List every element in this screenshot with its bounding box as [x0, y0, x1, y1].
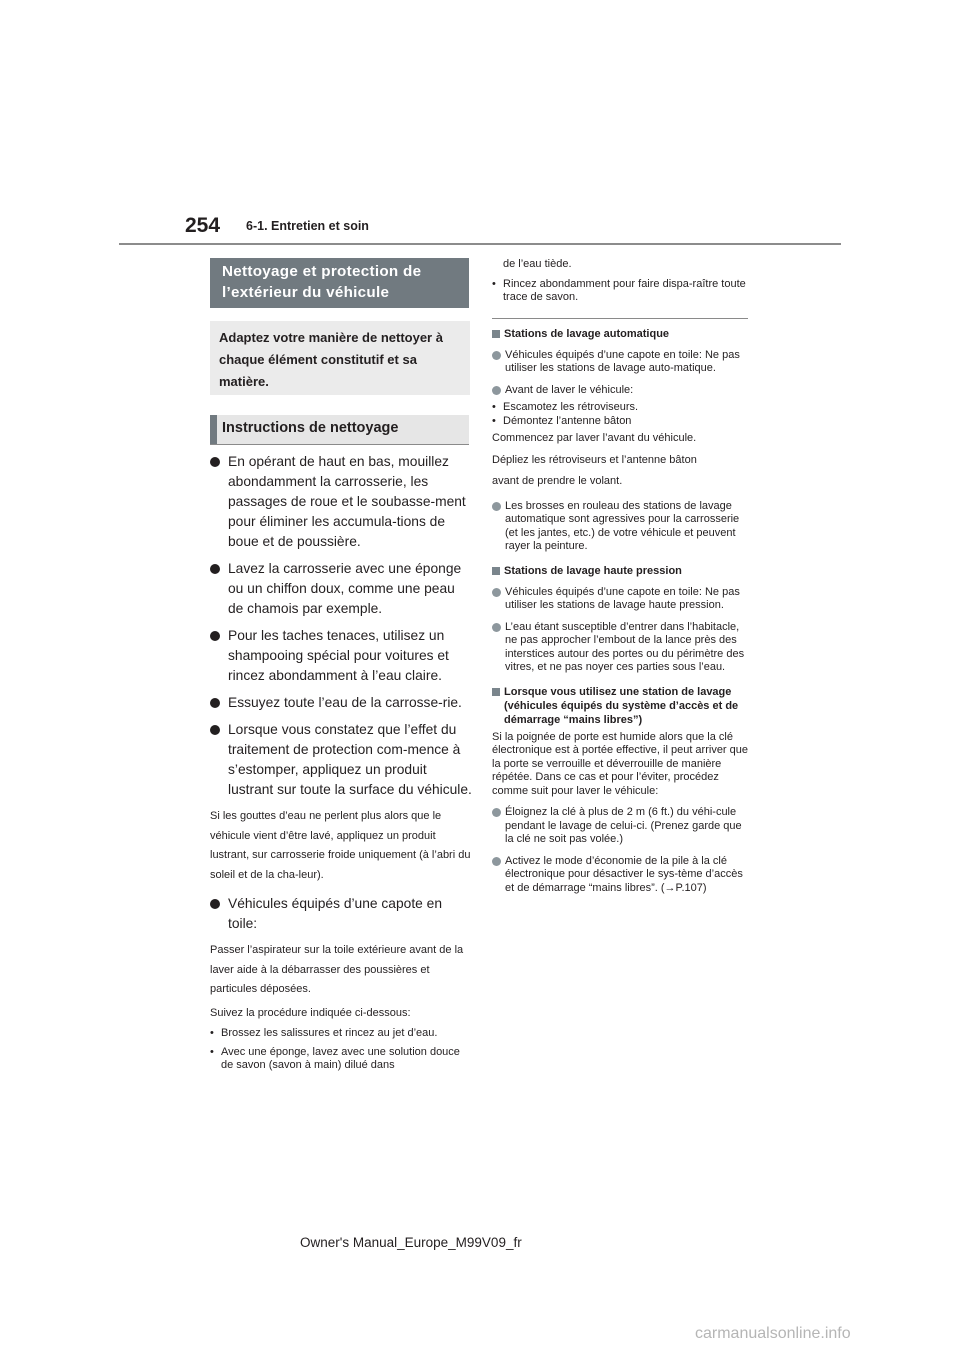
- left-column: [210, 452, 472, 1078]
- continued-text: de l’eau tiède.: [503, 258, 572, 270]
- bullet-icon: [210, 457, 220, 467]
- grey-bullet-icon: [492, 808, 501, 817]
- list-item: Activez le mode d’économie de la pile à la clé électronique pour désactiver le sys-tème d’accès et de démarrage “mains libres”. (→P.107): [492, 855, 750, 896]
- bullet-icon: [210, 631, 220, 641]
- list-item: Lavez la carrosserie avec une éponge ou un chiffon doux, comme une peau de chamois par exemple.: [210, 559, 472, 619]
- dash-line: • Escamotez les rétroviseurs.: [492, 401, 639, 413]
- square-bullet-icon: [492, 688, 500, 696]
- watermark: carmanualsonline.info: [695, 1325, 851, 1342]
- note-polish: Si les gouttes d’eau ne perlent plus alors que le véhicule vient d’être lavé, appliquez un produit lustrant, sur carrosserie froide uniquement (à l’abri du soleil et de la cha-leur).: [210, 810, 471, 881]
- page-number: 254: [185, 214, 221, 237]
- grey-bullet-icon: [492, 502, 501, 511]
- section-band-title: Nettoyage et protection de l’extérieur du véhicule: [210, 258, 469, 308]
- list-item: Véhicules équipés d’une capote en toile: Ne pas utiliser les stations de lavage haute pression.: [492, 586, 750, 613]
- grey-bullet-icon: [492, 857, 501, 866]
- subheading-high-pressure: Stations de lavage haute pression: [492, 564, 750, 578]
- square-bullet-icon: [492, 330, 500, 338]
- list-item: En opérant de haut en bas, mouillez abondamment la carrosserie, les passages de roue et le soubasse-ment pour éliminer les accumula-tions de boue et de poussière.: [210, 452, 472, 552]
- list-item: Véhicules équipés d’une capote en toile:: [210, 894, 472, 934]
- intro-box: Adaptez votre manière de nettoyer à chaque élément constitutif et sa matière.: [210, 321, 470, 395]
- list-item: • Brossez les salissures et rincez au jet d’eau.: [210, 1027, 438, 1039]
- dash-bullet-icon: •: [210, 1046, 214, 1058]
- grey-bullet-icon: [492, 588, 501, 597]
- dash-bullet-icon: •: [492, 401, 496, 413]
- list-item: Pour les taches tenaces, utilisez un shampooing spécial pour voitures et rincez abondamment à l’eau claire.: [210, 626, 472, 686]
- bullet-icon: [210, 725, 220, 735]
- list-item: L’eau étant susceptible d’entrer dans l’habitacle, ne pas approcher l’embout de la lance près des interstices autour des portes ou du périmètre des vitres, et ne pas noyer ces parties sous l’eau.: [492, 621, 750, 675]
- square-bullet-icon: [492, 567, 500, 575]
- bullet-icon: [210, 564, 220, 574]
- subheading-auto-wash: Stations de lavage automatique: [492, 327, 750, 341]
- auto-text-line: Dépliez les rétroviseurs et l’antenne bâton: [492, 453, 697, 466]
- dash-bullet-icon: •: [492, 414, 496, 427]
- bullet-icon: [210, 698, 220, 708]
- list-item: Éloignez la clé à plus de 2 m (6 ft.) du véhi-cule pendant le lavage de celui-ci. (Prenez garde que la clé ne soit pas volée.): [492, 806, 750, 847]
- list-item: Lorsque vous constatez que l’effet du traitement de protection com-mence à s’estomper, appliquez un produit lustrant sur toute la surface du véhicule.: [210, 720, 472, 800]
- section-title: 6-1. Entretien et soin: [246, 219, 369, 233]
- smart-key-text: Si la poignée de porte est humide alors que la clé électronique est à portée effective, il peut arriver que la porte se verrouille et déverrouille de manière répétée. Dans ce cas et pour l’éviter, procédez comme suit pour laver le véhicule:: [492, 730, 749, 797]
- list-item: Avant de laver le véhicule:: [492, 384, 750, 398]
- note-procedure: Suivez la procédure indiquée ci-dessous:: [210, 1006, 411, 1019]
- subheading-smart-key: Lorsque vous utilisez une station de lavage (véhicules équipés du système d’accès et de démarrage “mains libres”): [492, 685, 750, 727]
- footer-manual-id: Owner's Manual_Europe_M99V09_fr: [300, 1235, 522, 1250]
- instructions-title: Instructions de nettoyage: [222, 420, 399, 436]
- list-item: • Avec une éponge, lavez avec une solution douce de savon (savon à main) dilué dans: [210, 1046, 460, 1071]
- instructions-band: [210, 415, 469, 445]
- grey-bullet-icon: [492, 351, 501, 360]
- grey-bullet-icon: [492, 386, 501, 395]
- grey-bullet-icon: [492, 623, 501, 632]
- note-vacuum: Passer l’aspirateur sur la toile extérieure avant de la laver aide à la débarrasser des poussières et particules déposées.: [210, 944, 464, 995]
- header-rule: [119, 243, 841, 245]
- auto-text-line: Commencez par laver l’avant du véhicule.: [492, 432, 697, 444]
- right-column: [492, 258, 750, 903]
- dash-line: • Démontez l’antenne bâton: [492, 414, 632, 427]
- separator-rule: [492, 318, 748, 319]
- auto-text-line: avant de prendre le volant.: [492, 475, 623, 487]
- dash-bullet-icon: •: [492, 277, 496, 290]
- list-item: Les brosses en rouleau des stations de lavage automatique sont agressives pour la carrosserie (et les jantes, etc.) de votre véhicule et peuvent rayer la peinture.: [492, 500, 750, 554]
- dash-bullet-icon: •: [210, 1027, 214, 1039]
- list-item: Essuyez toute l’eau de la carrosse-rie.: [210, 693, 472, 713]
- list-item: Véhicules équipés d’une capote en toile: Ne pas utiliser les stations de lavage auto-matique.: [492, 349, 750, 376]
- instructions-band-accent: [210, 415, 217, 444]
- list-item: • Rincez abondamment pour faire dispa-raître toute trace de savon.: [492, 277, 746, 303]
- bullet-icon: [210, 899, 220, 909]
